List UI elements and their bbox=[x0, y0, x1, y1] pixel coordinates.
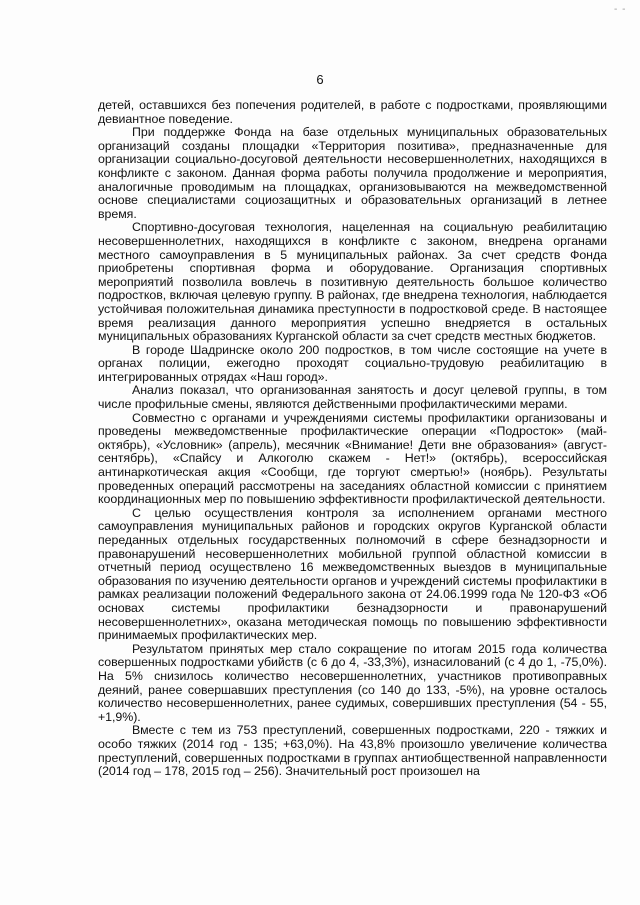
body-text bbox=[98, 99, 607, 779]
paragraph: Анализ показал, что организованная занятость и досуг целевой группы, в том числе профильные смены, являются действенными профилактическими мерами. bbox=[98, 383, 607, 412]
paragraph: В городе Шадринске около 200 подростков, в том числе состоящие на учете в органах полиции, ежегодно проходят социально-трудовую реабилитацию в интегрированных отрядах «Наш город». bbox=[98, 342, 607, 384]
paragraph: Спортивно-досуговая технология, нацеленная на социальную реабилитацию несовершеннолетних, находящихся в конфликте с законом, внедрена органами местного самоуправления в 5 муниципальных районах. За счет средств Фонда приобретены спортивная форма и оборудование. Организация спортивных мероприятий позволила вовлечь в позитивную деятельность большое количество подростков, включая целевую группу. В районах, где внедрена технология, наблюдается устойчивая положительная динамика преступности в подростковой среде. В настоящее время реализация данного мероприятия успешно внедряется в остальных муниципальных образованиях Курганской области за счет средств местных бюджетов. bbox=[98, 220, 607, 344]
paragraph: При поддержке Фонда на базе отдельных муниципальных образовательных организаций созданы площадки «Территория позитива», предназначенные для организации социально-досуговой деятельности несовершеннолетних, находящихся в конфликте с законом. Данная форма работы получила продолжение и мероприятия, аналогичные проводимым на площадках, организовываются на межведомственной основе специалистами социозащитных и образовательных организаций в летнее время. bbox=[98, 125, 607, 221]
paragraph: детей, оставшихся без попечения родителей, в работе с подростками, проявляющими девиантное поведение. bbox=[98, 98, 607, 126]
paragraph: С целью осуществления контроля за исполнением органами местного самоуправления муниципальных районов и городских округов Курганской области переданных отдельных государственных полномочий в сфере безнадзорности и правонарушений несовершеннолетних мобильной группой областной комиссии в отчетный период осуществлено 16 межведомственных выездов в муниципальные образования по изучению деятельности органов и учреждений системы профилактики в рамках реализации положений Федерального закона от 24.06.1999 года № 120-ФЗ «Об основах системы профилактики безнадзорности и правонарушений несовершеннолетних», оказана методическая помощь по повышению эффективности принимаемых профилактических мер. bbox=[98, 505, 607, 643]
corner-mark: - - bbox=[614, 4, 627, 15]
paragraph: Совместно с органами и учреждениями системы профилактики организованы и проведены межведомственные профилактические операции «Подросток» (май-октябрь), «Условник» (апрель), месячник «Внимание! Дети вне образования» (август-сентябрь), «Спайсу и Алкоголю скажем - Нет!» (октябрь), всероссийская антинаркотическая акция «Сообщи, где торгуют смертью!» (ноябрь). Результаты проведенных операций рассмотрены на заседаниях областной комиссии с принятием координационных мер по повышению эффективности профилактической деятельности. bbox=[98, 410, 607, 507]
paragraph: Результатом принятых мер стало сокращение по итогам 2015 года количества совершенных подростками убийств (с 6 до 4, -33,3%), изнасилований (с 4 до 1, -75,0%). На 5% снизилось количество несовершеннолетних, участников противоправных деяний, ранее совершавших преступления (со 140 до 133, -5%), на уровне осталось количество несовершеннолетних, ранее судимых, совершивших преступления (54 - 55, +1,9%). bbox=[98, 641, 607, 724]
page-number: 6 bbox=[316, 72, 324, 87]
paragraph: Вместе с тем из 753 преступлений, совершенных подростками, 220 - тяжких и особо тяжких (2014 год - 135; +63,0%). На 43,8% произошло увеличение количества преступлений, совершенных подростками в группах антиобщественной направленности (2014 год – 178, 2015 год – 256). Значительный рост произошел на bbox=[98, 723, 607, 779]
